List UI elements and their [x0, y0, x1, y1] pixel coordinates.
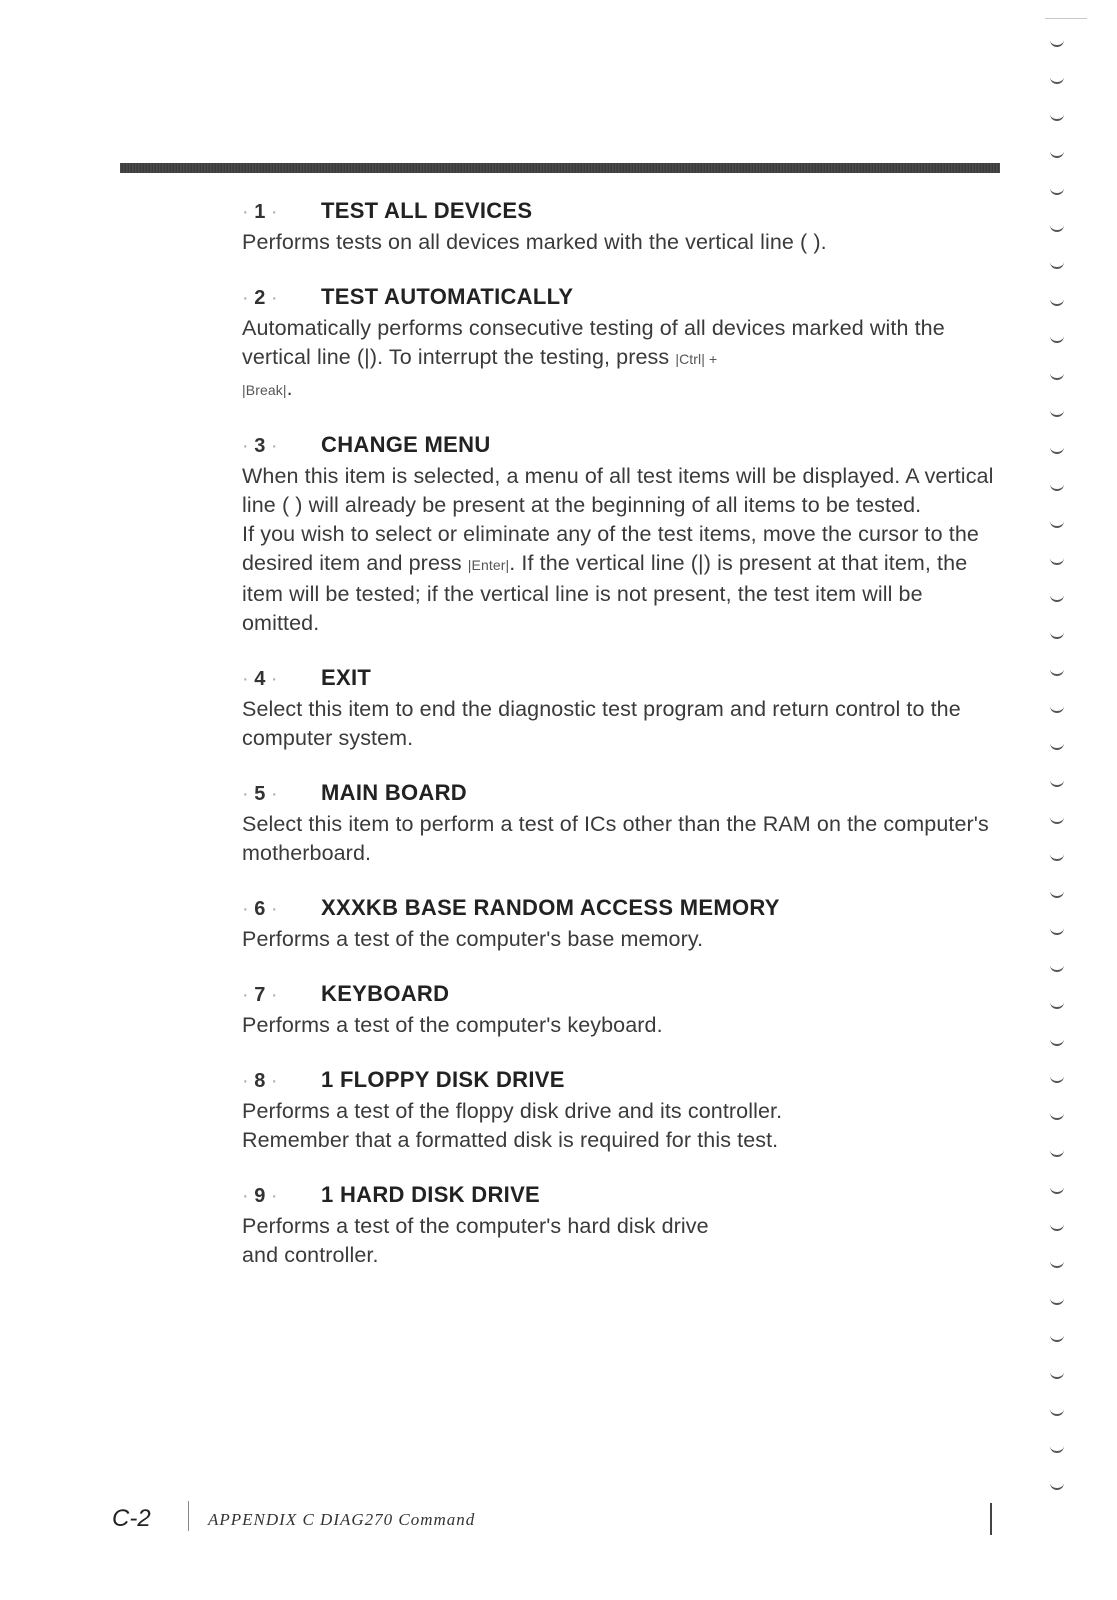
edge-tick: [1050, 1002, 1064, 1009]
section-1: [242, 198, 1002, 257]
item-description: Performs a test of the computer's hard disk drive and controller.: [242, 1214, 709, 1267]
section-9: [242, 1182, 1002, 1270]
edge-tick: [1050, 262, 1064, 269]
edge-tick: [1050, 1261, 1064, 1268]
edge-tick: [1050, 40, 1064, 47]
item-number: · 5 ·: [242, 783, 278, 805]
edge-tick: [1050, 114, 1064, 121]
item-number: · 3 ·: [242, 435, 278, 457]
item-title: MAIN BOARD: [321, 780, 467, 805]
item-number: · 2 ·: [242, 287, 278, 309]
item-number: · 9 ·: [242, 1185, 278, 1207]
edge-tick: [1050, 225, 1064, 232]
page-number: C-2: [112, 1505, 151, 1532]
edge-tick: [1050, 1409, 1064, 1416]
section-3: [242, 432, 1002, 638]
edge-tick: [1050, 151, 1064, 158]
section-heading: [242, 895, 1002, 922]
edge-tick: [1050, 632, 1064, 639]
section-2: [242, 284, 1002, 405]
edge-tick: [1050, 1187, 1064, 1194]
running-footer-title: APPENDIX C DIAG270 Command: [208, 1510, 476, 1529]
edge-tick: [1050, 965, 1064, 972]
edge-tick: [1050, 336, 1064, 343]
item-title: CHANGE MENU: [321, 432, 491, 457]
edge-tick: [1050, 410, 1064, 417]
header-rule: [120, 163, 1000, 173]
section-8: [242, 1067, 1002, 1155]
page-footer: [112, 1505, 1012, 1535]
section-7: [242, 981, 1002, 1040]
item-description: Select this item to end the diagnostic test program and return control to the computer system.: [242, 697, 961, 750]
edge-tick: [1050, 1039, 1064, 1046]
item-number: · 6 ·: [242, 898, 278, 920]
break-key: |Break|: [242, 382, 287, 398]
edge-tick: [1050, 1335, 1064, 1342]
edge-tick: [1050, 484, 1064, 491]
edge-tick: [1050, 669, 1064, 676]
edge-tick: [1050, 1224, 1064, 1231]
section-heading: [242, 1067, 1002, 1094]
corner-mark: [1045, 18, 1087, 19]
item-title: TEST AUTOMATICALLY: [321, 284, 574, 309]
item-number: · 4 ·: [242, 668, 278, 690]
enter-key: |Enter|: [467, 557, 510, 573]
section-4: [242, 665, 1002, 753]
section-heading: [242, 665, 1002, 692]
edge-tick: [1050, 1483, 1064, 1490]
item-number: · 8 ·: [242, 1070, 278, 1092]
item-description: Performs tests on all devices marked with the vertical line ( ).: [242, 230, 827, 254]
edge-tick: [1050, 447, 1064, 454]
edge-tick: [1050, 1150, 1064, 1157]
edge-tick: [1050, 780, 1064, 787]
edge-tick: [1050, 77, 1064, 84]
item-title: 1 HARD DISK DRIVE: [321, 1182, 541, 1207]
item-description: Performs a test of the floppy disk drive and its controller. Remember that a formatted disk is required for this test.: [242, 1099, 783, 1152]
edge-tick: [1050, 1113, 1064, 1120]
item-description: Select this item to perform a test of ICs other than the RAM on the computer's motherboard.: [242, 812, 989, 865]
edge-tick: [1050, 595, 1064, 602]
edge-tick: [1050, 1446, 1064, 1453]
edge-tick: [1050, 1076, 1064, 1083]
item-description: When this item is selected, a menu of all test items will be displayed. A vertical line ( ) will already be present at the beginning of all items to be tested. If you wish to select or eliminate any of the test items, move the cursor to the desired item and press |Enter|. If the vertical line (|) is present at that item, the item will be tested; if the vertical line is not present, the test item will be omitted.: [242, 464, 994, 635]
item-title: EXIT: [321, 665, 372, 690]
ctrl-key: |Ctrl|: [675, 351, 705, 367]
section-heading: [242, 981, 1002, 1008]
edge-tick: [1050, 373, 1064, 380]
edge-tick: [1050, 1372, 1064, 1379]
item-title: XXXKB BASE RANDOM ACCESS MEMORY: [321, 895, 780, 920]
item-description: Automatically performs consecutive testing of all devices marked with the vertical line (|). To interrupt the testing, press |Ctrl| + |Break|.: [242, 316, 945, 400]
edge-tick: [1050, 188, 1064, 195]
section-heading: [242, 198, 1002, 225]
edge-tick: [1050, 743, 1064, 750]
section-heading: [242, 284, 1002, 311]
item-title: KEYBOARD: [321, 981, 450, 1006]
item-title: TEST ALL DEVICES: [321, 198, 533, 223]
section-6: [242, 895, 1002, 954]
menu-descriptions: [242, 198, 1002, 1297]
section-heading: [242, 780, 1002, 807]
item-number: · 1 ·: [242, 201, 278, 223]
edge-tick: [1050, 928, 1064, 935]
edge-tick: [1050, 521, 1064, 528]
item-number: · 7 ·: [242, 984, 278, 1006]
footer-divider: [188, 1501, 189, 1531]
edge-tick: [1050, 558, 1064, 565]
item-description: Performs a test of the computer's base memory.: [242, 927, 704, 951]
footer-right-rule: [990, 1503, 992, 1535]
section-5: [242, 780, 1002, 868]
edge-tick: [1050, 1298, 1064, 1305]
edge-tick: [1050, 299, 1064, 306]
item-title: 1 FLOPPY DISK DRIVE: [321, 1067, 565, 1092]
section-heading: [242, 432, 1002, 459]
edge-tick: [1050, 706, 1064, 713]
binding-edge-marks: [1050, 40, 1072, 1540]
edge-tick: [1050, 891, 1064, 898]
section-heading: [242, 1182, 1002, 1209]
edge-tick: [1050, 817, 1064, 824]
edge-tick: [1050, 854, 1064, 861]
item-description: Performs a test of the computer's keyboard.: [242, 1013, 663, 1037]
